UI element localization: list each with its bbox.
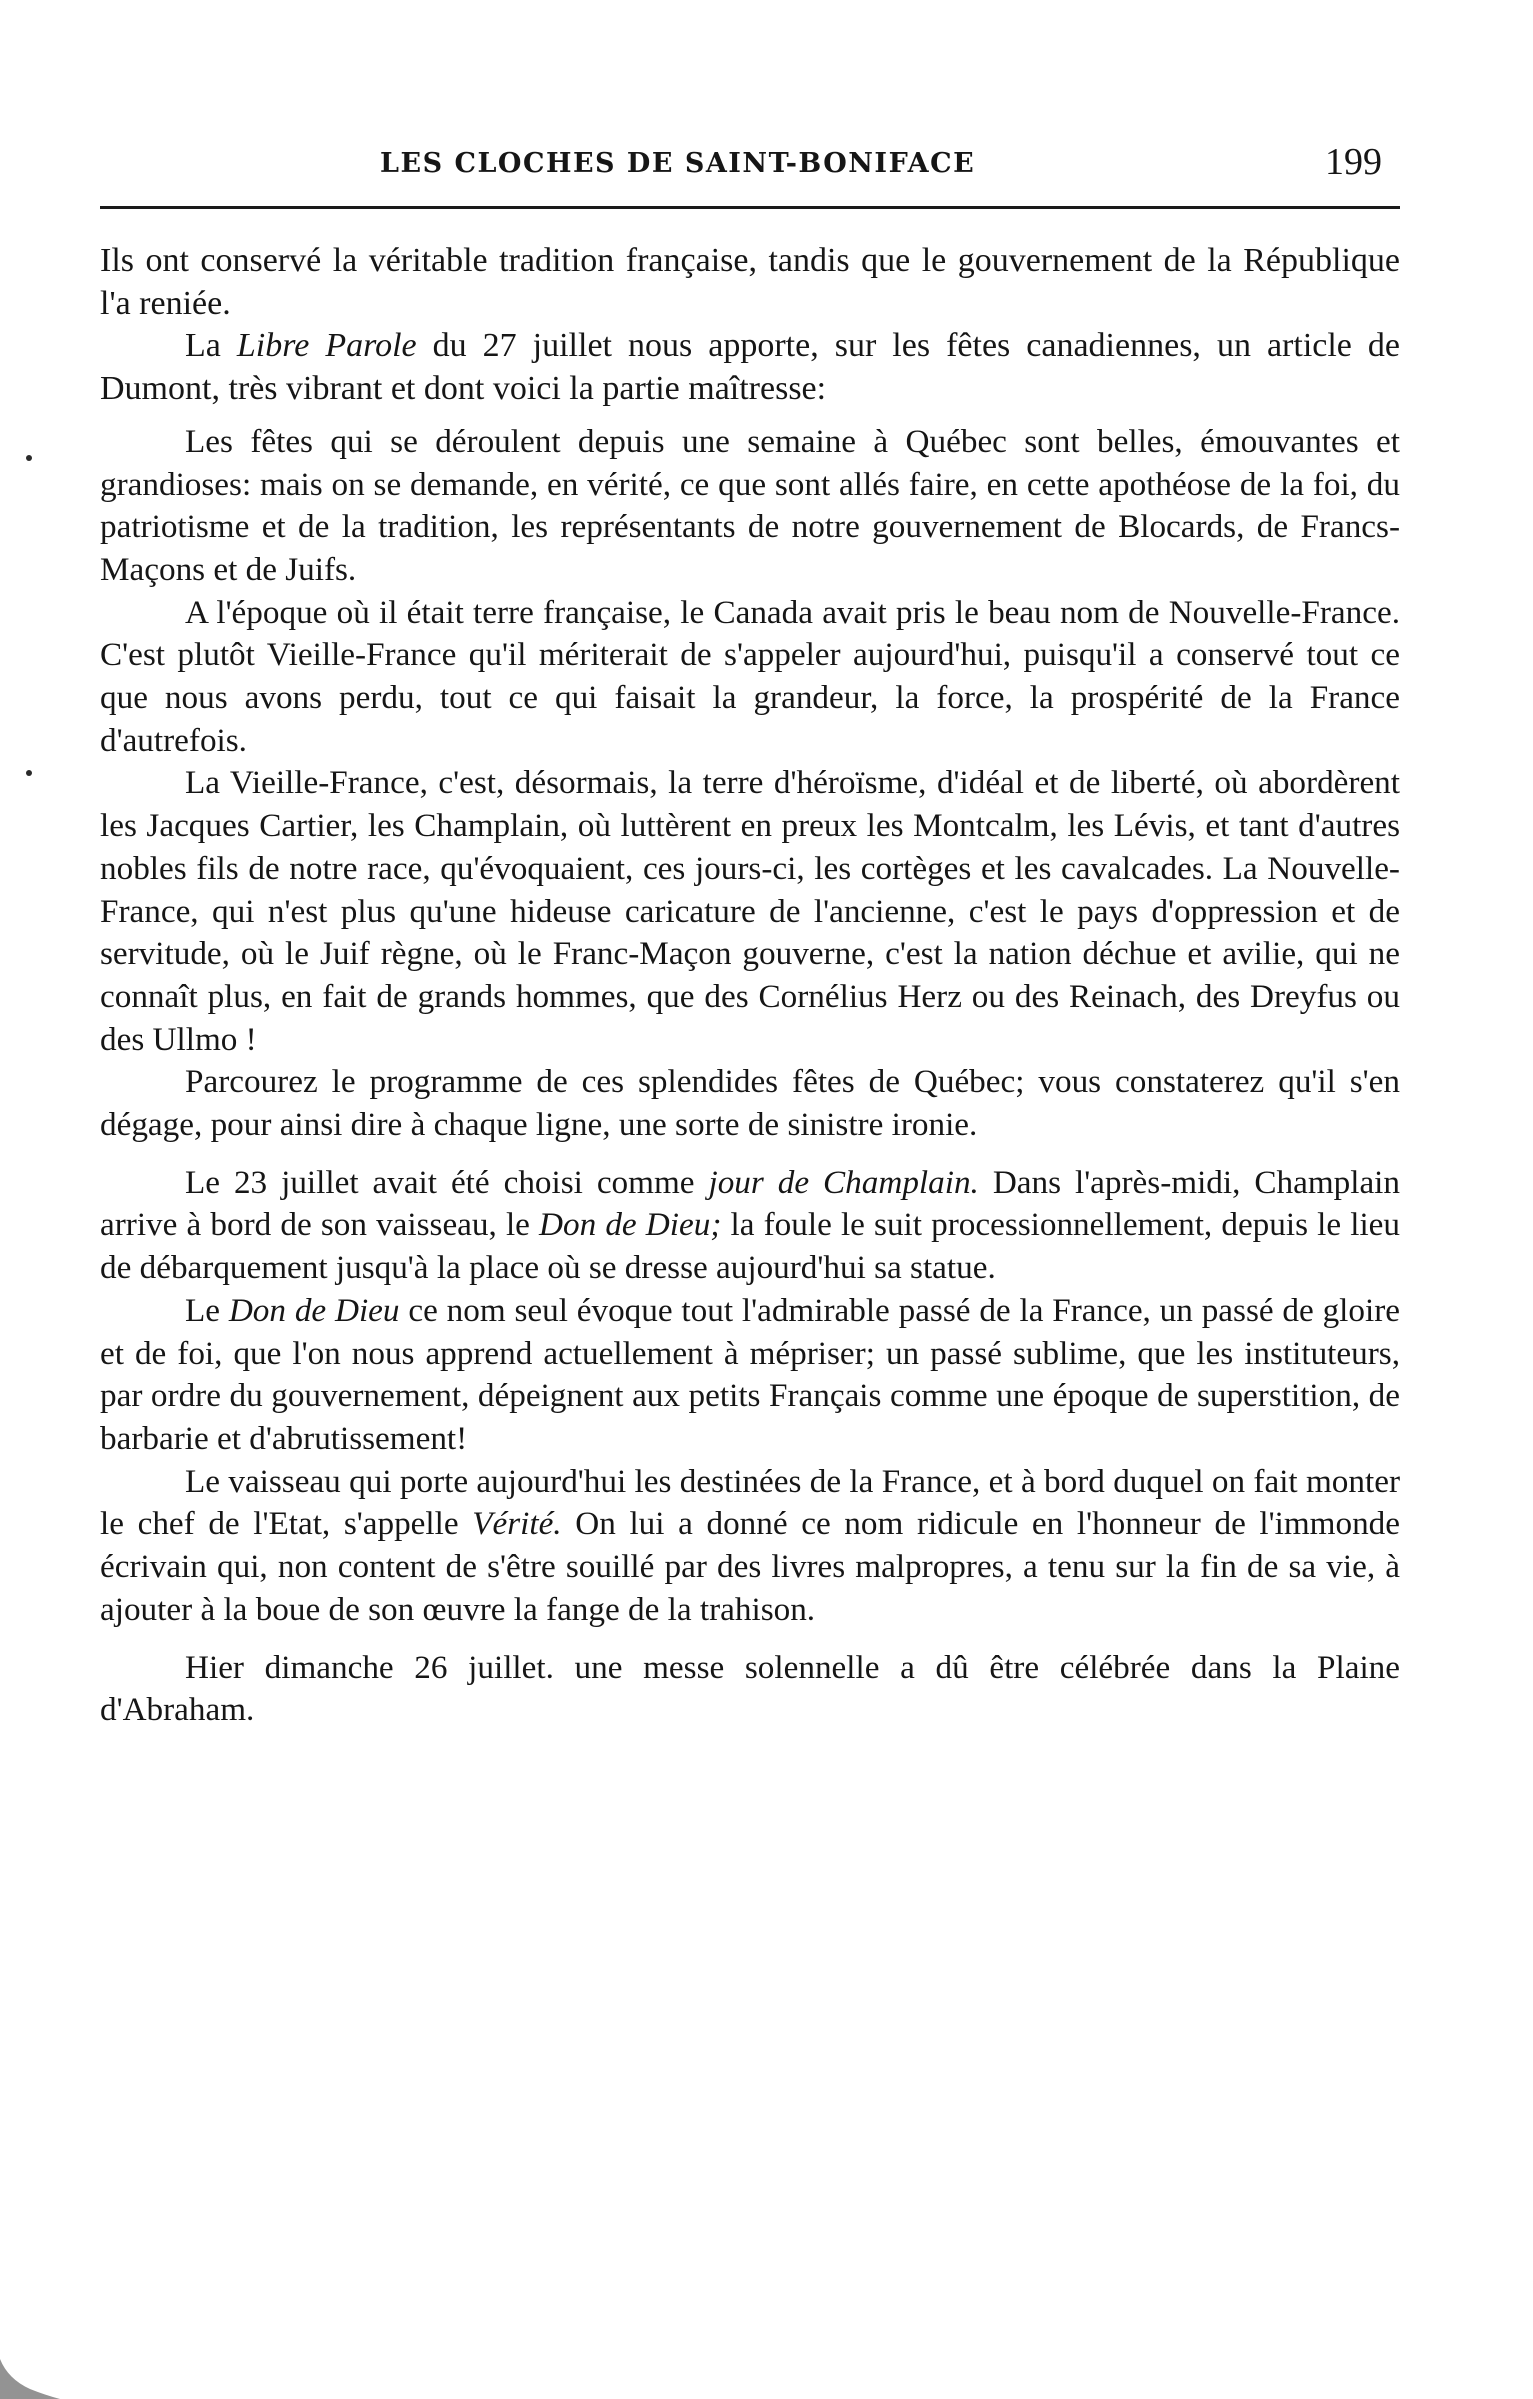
ship-name: Don de Dieu;: [539, 1206, 722, 1244]
quote-paragraph: Hier dimanche 26 juillet. une messe solennelle a dû être célébrée dans la Plaine d'Abraham.: [100, 1648, 1400, 1729]
quote-paragraph: Parcourez le programme de ces splendides fêtes de Québec; vous constaterez qu'il s'en dégage, pour ainsi dire à chaque ligne, une sorte de sinistre ironie.: [100, 1063, 1400, 1144]
scan-edge-smudge: [0, 2339, 60, 2399]
newspaper-title: Libre Parole: [236, 327, 417, 365]
paragraph: [100, 325, 1400, 410]
page-number: 199: [1325, 141, 1382, 183]
quote-paragraph: La Vieille-France, c'est, désormais, la terre d'héroïsme, d'idéal et de liberté, où abordèrent les Jacques Cartier, les Champlain, où luttèrent en preux les Montcalm, les Lévis, et tant d'autres nobles fils de notre race, qu'évoquaient, ces jours-ci, les cortèges et les cavalcades. La Nouvelle-France, qui n'est plus qu'une hideuse caricature de l'ancienne, c'est le pays d'oppression et de servitude, où le Juif règne, où le Franc-Maçon gouverne, c'est la nation déchue et avilie, qui ne connaît plus, en fait de grands hommes, que des Cornélius Herz ou des Reinach, des Dreyfus ou des Ullmo !: [100, 764, 1400, 1058]
text-run: Le vaisseau qui porte aujourd'hui les destinées de la France, et à bord duquel on fait monter le chef de l'Etat, s'appelle: [100, 1462, 1400, 1543]
text-run: Le: [185, 1291, 229, 1329]
text-run: La: [185, 327, 237, 365]
quote-paragraph: [100, 1461, 1400, 1632]
text-run: On lui a donné ce nom ridicule en l'honneur de l'immonde écrivain qui, non content de s'être souillé par des livres malpropres, a tenu sur la fin de sa vie, à ajouter à la boue de son œuvre la fange de la trahison.: [100, 1505, 1400, 1628]
running-title: LES CLOCHES DE SAINT-BONIFACE: [380, 148, 976, 179]
ship-name: Don de Dieu: [228, 1291, 400, 1329]
quote-paragraph: [100, 1290, 1400, 1461]
book-page: [100, 140, 1401, 1729]
text-run: du 27 juillet nous apporte, sur les fêtes canadiennes, un article de Dumont, très vibrant et dont voici la partie maîtresse:: [100, 327, 1401, 408]
quote-paragraph: A l'époque où il était terre française, le Canada avait pris le beau nom de Nouvelle-France. C'est plutôt Vieille-France qu'il mériterait de s'appeler aujourd'hui, puisqu'il a conservé tout ce que nous avons perdu, tout ce qui faisait la grandeur, la force, la prospérité de la France d'autrefois.: [100, 593, 1400, 759]
text-run: ce nom seul évoque tout l'admirable passé de la France, un passé de gloire et de foi, que l'on nous apprend actuellement à mépriser; un passé sublime, que les instituteurs, par ordre du gouvernement, dépeignent aux petits Français comme une époque de superstition, de barbarie et d'abrutissement!: [100, 1291, 1400, 1457]
quote-paragraph: [100, 1162, 1400, 1290]
quoted-article: [100, 421, 1400, 1732]
italic-phrase: jour de Champlain.: [708, 1163, 979, 1201]
margin-speck: [26, 455, 32, 461]
text-run: Le 23 juillet avait été choisi comme: [185, 1163, 709, 1201]
margin-speck: [26, 770, 32, 776]
text-run: la foule le suit processionnellement, depuis le lieu de débarquement jusqu'à la place où se dresse aujourd'hui sa statue.: [100, 1206, 1401, 1287]
ship-name: Vérité.: [472, 1505, 562, 1543]
paragraph: Ils ont conservé la véritable tradition française, tandis que le gouvernement de la République l'a reniée.: [100, 242, 1400, 322]
quote-paragraph: Les fêtes qui se déroulent depuis une semaine à Québec sont belles, émouvantes et grandioses: mais on se demande, en vérité, ce que sont allés faire, en cette apothéose de la foi, du patriotisme et de la tradition, les représentants de notre gouvernement de Blocards, de Francs-Maçons et de Juifs.: [100, 422, 1400, 588]
page-header: [100, 140, 1400, 200]
spacer: [100, 1632, 1400, 1647]
spacer: [100, 411, 1400, 421]
text-run: Dans l'après-midi, Champlain arrive à bord de son vaisseau, le: [100, 1163, 1400, 1244]
header-rule: [100, 206, 1400, 209]
page-body: [100, 240, 1400, 1732]
spacer: [100, 1147, 1400, 1162]
